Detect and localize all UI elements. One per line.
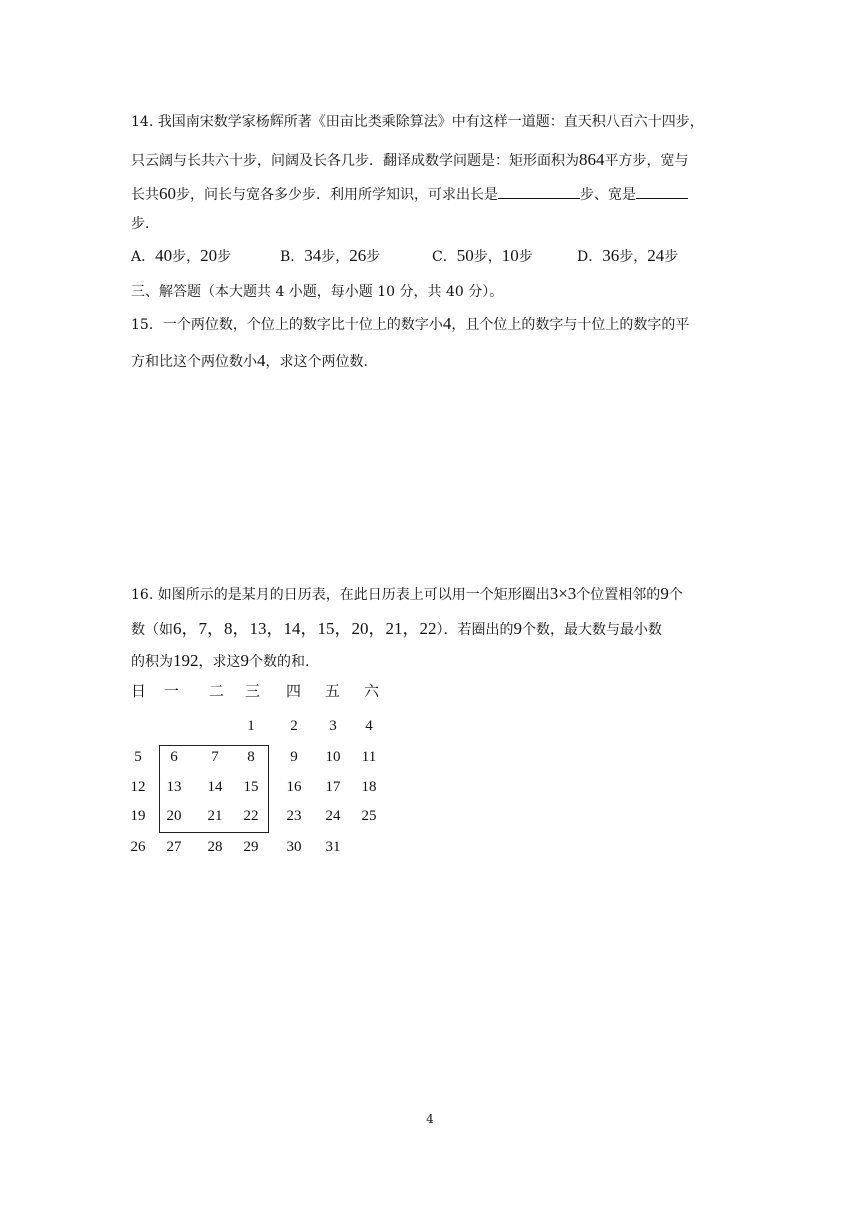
q14-line-4 [131,214,159,234]
calendar-day: 3 [329,718,337,734]
q14-options [131,246,731,268]
calendar-day: 4 [365,718,373,734]
q16-line-2 [131,619,662,640]
q15-text: ，求这个两位数． [265,354,378,370]
q15-text: ，且个位上的数字与十位上的数字的平 [451,317,690,333]
weekday-header: 三 [245,682,261,700]
q16-text: 个 [668,587,683,603]
calendar-day: 7 [211,749,219,765]
option-value: 20 [200,246,218,265]
calendar-day: 31 [325,839,341,855]
option-label: A． [131,249,156,265]
q15-number: 4 [442,314,452,333]
option-value: 10 [501,246,519,265]
q16-text: 个数的和. [249,654,310,670]
selection-rectangle [159,745,269,833]
q15-text: 方和比这个两位数小 [131,354,257,370]
q16-text: 个位置相邻的 [576,587,661,603]
q16-text: 数（如 [131,622,173,638]
option-label: D． [577,249,603,265]
option-sep: ， [633,249,648,265]
calendar-day: 2 [290,718,298,734]
option-value: 40 [155,246,173,265]
count-number: 9 [513,619,522,638]
calendar-day: 30 [286,839,302,855]
page-number: 4 [426,1112,434,1126]
calendar-day: 11 [361,749,377,765]
product-value: 192 [173,651,199,670]
calendar-day: 17 [325,779,341,795]
option-unit: 步 [664,249,679,265]
weekday-header: 四 [286,682,302,700]
count-number: 9 [660,584,669,603]
q15-line-2 [131,351,378,372]
option-value: 34 [304,246,322,265]
weekday-header: 二 [209,682,225,700]
area-value: 864 [579,150,605,169]
q15-line-1 [131,314,689,335]
count-number: 9 [240,651,249,670]
calendar-day: 8 [247,749,255,765]
q14-text: 长共 [131,187,159,203]
example-numbers: 6，7，8，13，14，15，20，21，22 [173,619,437,638]
calendar-day: 22 [243,808,259,824]
calendar-day: 12 [130,779,146,795]
sum-value: 60 [159,184,176,203]
weekday-header: 五 [325,682,341,700]
calendar-day: 27 [166,839,182,855]
q14-text: 平方步，宽与 [604,153,689,169]
calendar-day: 24 [325,808,341,824]
q15-number: 4 [257,351,266,370]
calendar-day: 1 [247,718,255,734]
calendar-day: 9 [290,749,298,765]
calendar-day: 26 [130,839,146,855]
calendar-day: 16 [286,779,302,795]
option-label: C． [432,249,457,265]
q14-text: 步，问长与宽各多少步．利用所学知识，可求出长是 [176,187,498,203]
option-b[interactable] [280,246,380,267]
calendar-day: 14 [207,779,223,795]
calendar-day: 20 [166,808,182,824]
calendar-day: 28 [207,839,223,855]
option-sep: ， [487,249,502,265]
option-c[interactable] [432,246,533,267]
option-unit: 步 [619,249,634,265]
option-label: B． [280,249,305,265]
option-a[interactable] [131,246,231,267]
q14-text: 步． [131,216,159,232]
calendar-day: 15 [243,779,259,795]
calendar-day: 29 [243,839,259,855]
calendar-day: 21 [207,808,223,824]
option-sep: ， [186,249,201,265]
calendar-day: 19 [130,808,146,824]
option-unit: 步 [518,249,533,265]
weekday-header: 日 [131,682,147,700]
calendar-day: 6 [170,749,178,765]
length-answer-blank[interactable] [498,184,580,199]
option-unit: 步 [366,249,381,265]
q16-text: 个数，最大数与最小数 [522,622,662,638]
calendar-day: 25 [361,808,377,824]
option-unit: 步 [217,249,232,265]
q14-line-1 [131,112,704,132]
option-unit: 步 [321,249,336,265]
q16-line-1 [131,584,683,605]
section-title: 三、解答题（本大题共 4 小题，每小题 10 分，共 40 分）。 [131,284,504,300]
option-unit: 步 [473,249,488,265]
weekday-header: 六 [364,682,380,700]
calendar-day: 10 [325,749,341,765]
calendar-day: 13 [166,779,182,795]
calendar-day: 23 [286,808,302,824]
q16-line-3 [131,651,309,672]
option-unit: 步 [172,249,187,265]
grid-size: 3×3 [549,584,577,603]
q16-text: ，求这 [198,654,241,670]
option-value: 26 [349,246,367,265]
q14-line-3 [131,184,688,205]
width-answer-blank[interactable] [636,184,688,199]
q14-text: 只云阔与长共六十步，问阔及长各几步．翻译成数学问题是：矩形面积为 [131,153,579,169]
q14-line-2 [131,150,689,171]
q14-text: 步、宽是 [580,187,636,203]
q16-text: 16. 如图所示的是某月的日历表，在此日历表上可以用一个矩形圈出 [131,587,550,603]
option-value: 36 [602,246,620,265]
calendar-day: 5 [134,749,142,765]
weekday-header: 一 [164,682,180,700]
section-heading [131,282,503,302]
q16-text: ）．若圈出的 [436,622,514,638]
option-d[interactable] [577,246,678,267]
q16-text: 的积为 [131,654,173,670]
calendar-day: 18 [361,779,377,795]
q15-text: 15．一个两位数，个位上的数字比十位上的数字小 [131,317,443,333]
q14-text: 14. 我国南宋数学家杨辉所著《田亩比类乘除算法》中有这样一道题：直天积八百六十四步， [131,114,704,130]
option-sep: ， [335,249,350,265]
option-value: 50 [456,246,474,265]
option-value: 24 [647,246,665,265]
